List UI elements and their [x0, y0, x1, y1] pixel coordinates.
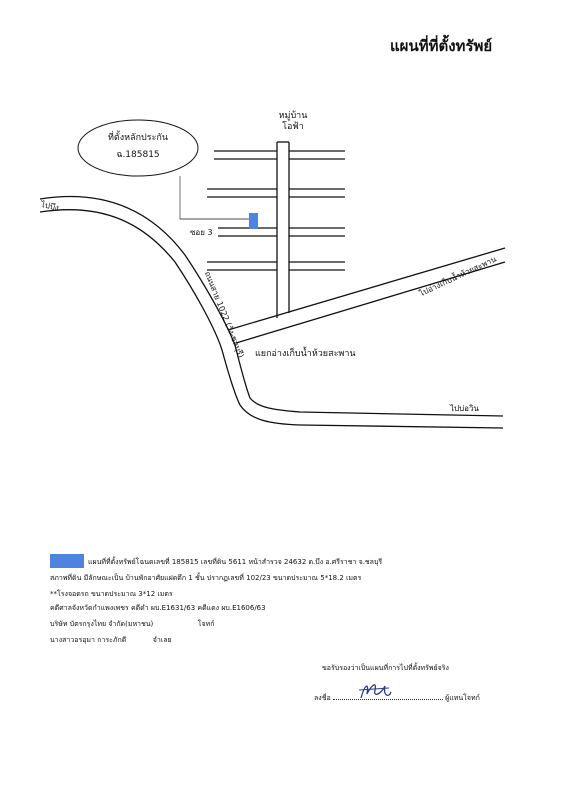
defendant-line: นางสาวอรอุมา การะภักดี จำเลย	[50, 636, 172, 644]
to-reservoir-label: ไปอ่างเก็บน้ำห้วยสะพาน	[418, 254, 498, 299]
info-line-3: **โรงจอดรถ ขนาดประมาณ 3*12 เมตร	[50, 590, 173, 598]
info-line-1: แผนที่ที่ตั้งทรัพย์โฉนดเลขที่ 185815 เลขที่ดิน 5611 หน้าสำรวจ 24632 ต.บึง อ.ศรีราชา จ.ชลบุรี	[88, 558, 383, 566]
page-title: แผนที่ที่ตั้งทรัพย์	[390, 37, 493, 55]
plaintiff-line: บริษัท บัตรกรุงไทย จำกัด(มหาชน) โจทก์	[50, 620, 215, 628]
branch-road-edge-a	[228, 248, 505, 330]
callout-label: ที่ตั้งหลักประกัน ฉ.185815	[107, 133, 169, 160]
soi-label: ซอย 3	[190, 228, 213, 237]
property-legend-swatch	[50, 554, 84, 568]
main-road-edge-b	[40, 210, 503, 428]
property-marker	[249, 213, 258, 229]
to-bowin-label: ไปบ่อวิน	[450, 404, 479, 413]
main-road-label: ถนนสาย 1022 (วัง-ชลบุรี)	[202, 270, 246, 360]
junction-label: แยกอ่างเก็บน้ำห้วยสะพาน	[255, 349, 356, 359]
info-line-2: สภาพที่ดิน มีลักษณะเป็น บ้านพักอาศัยแฝดตึก 1 ชั้น ปรากฏเลขที่ 102/23 ขนาดประมาณ 5*18.2 เมตร	[50, 574, 362, 582]
village-label: หมู่บ้าน โอฟ้า	[278, 111, 308, 132]
to-bueng-label: ไปบึง	[40, 200, 60, 213]
signature-line: ลงชื่อ ผู้แทนโจทก์	[314, 694, 480, 702]
info-line-4: คดีศาลจังหวัดกำแพงเพชร คดีดำ ผบ.E1631/63 คดีแดง ผบ.E1606/63	[50, 604, 266, 612]
signature-mark	[355, 676, 395, 704]
main-road-edge-a	[40, 197, 503, 416]
certify-statement: ขอรับรองว่าเป็นแผนที่การไปที่ตั้งทรัพย์จริง	[322, 664, 449, 672]
